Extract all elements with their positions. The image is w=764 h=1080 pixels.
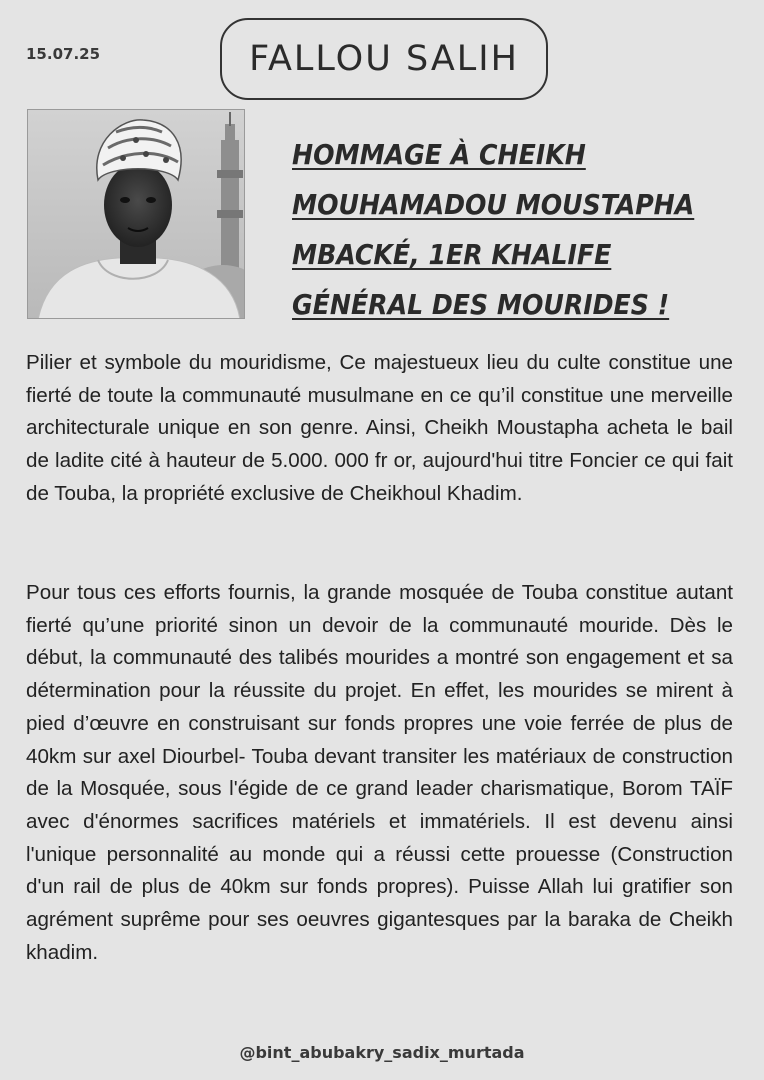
portrait-photo (27, 109, 245, 319)
article-paragraph-2: Pour tous ces efforts fournis, la grande mosquée de Touba constitue autant fierté qu’une priorité sinon un devoir de la communauté mouride. Dès le début, la communauté des talibés mourides a montré son engagement et sa détermination pour la réussite du projet. En effet, les mourides se mirent à pied d’œuvre en construisant sur fonds propres une voie ferrée de plus de 40km sur axel Diourbel- Touba devant transiter les matériaux de construction de la Mosquée, sous l'égide de ce grand leader charismatique, Borom TAÏF avec d'énormes sacrifices matériels et immatériels. Il est devenu ainsi l'unique personnalité au monde qui a réussi cette prouesse (Construction d'un rail de plus de 40km sur fonds propres). Puisse Allah lui gratifier son agrément suprême pour ses oeuvres gigantesques par la baraka de Cheikh khadim. (26, 581, 733, 964)
author-name: FALLOU SALIH (249, 39, 519, 79)
portrait-illustration (28, 110, 245, 319)
article-paragraph-1: Pilier et symbole du mouridisme, Ce majestueux lieu du culte constitue une fierté de toute la communauté musulmane en ce qu’il constitue une merveille architecturale unique en son genre. Ainsi, Cheikh Moustapha acheta le bail de ladite cité à hauteur de 5.000. 000 fr or, aujourd'hui titre Foncier ce qui fait de Touba, la propriété exclusive de Cheikhoul Khadim. (26, 351, 733, 505)
article-title: HOMMAGE À CHEIKH MOUHAMADOU MOUSTAPHA MBACKÉ, 1ER KHALIFE GÉNÉRAL DES MOURIDES ! (292, 138, 695, 321)
social-handle: @bint_abubakry_sadix_murtada (239, 1043, 525, 1062)
publish-date: 15.07.25 (26, 45, 101, 63)
author-name-badge (220, 18, 548, 100)
